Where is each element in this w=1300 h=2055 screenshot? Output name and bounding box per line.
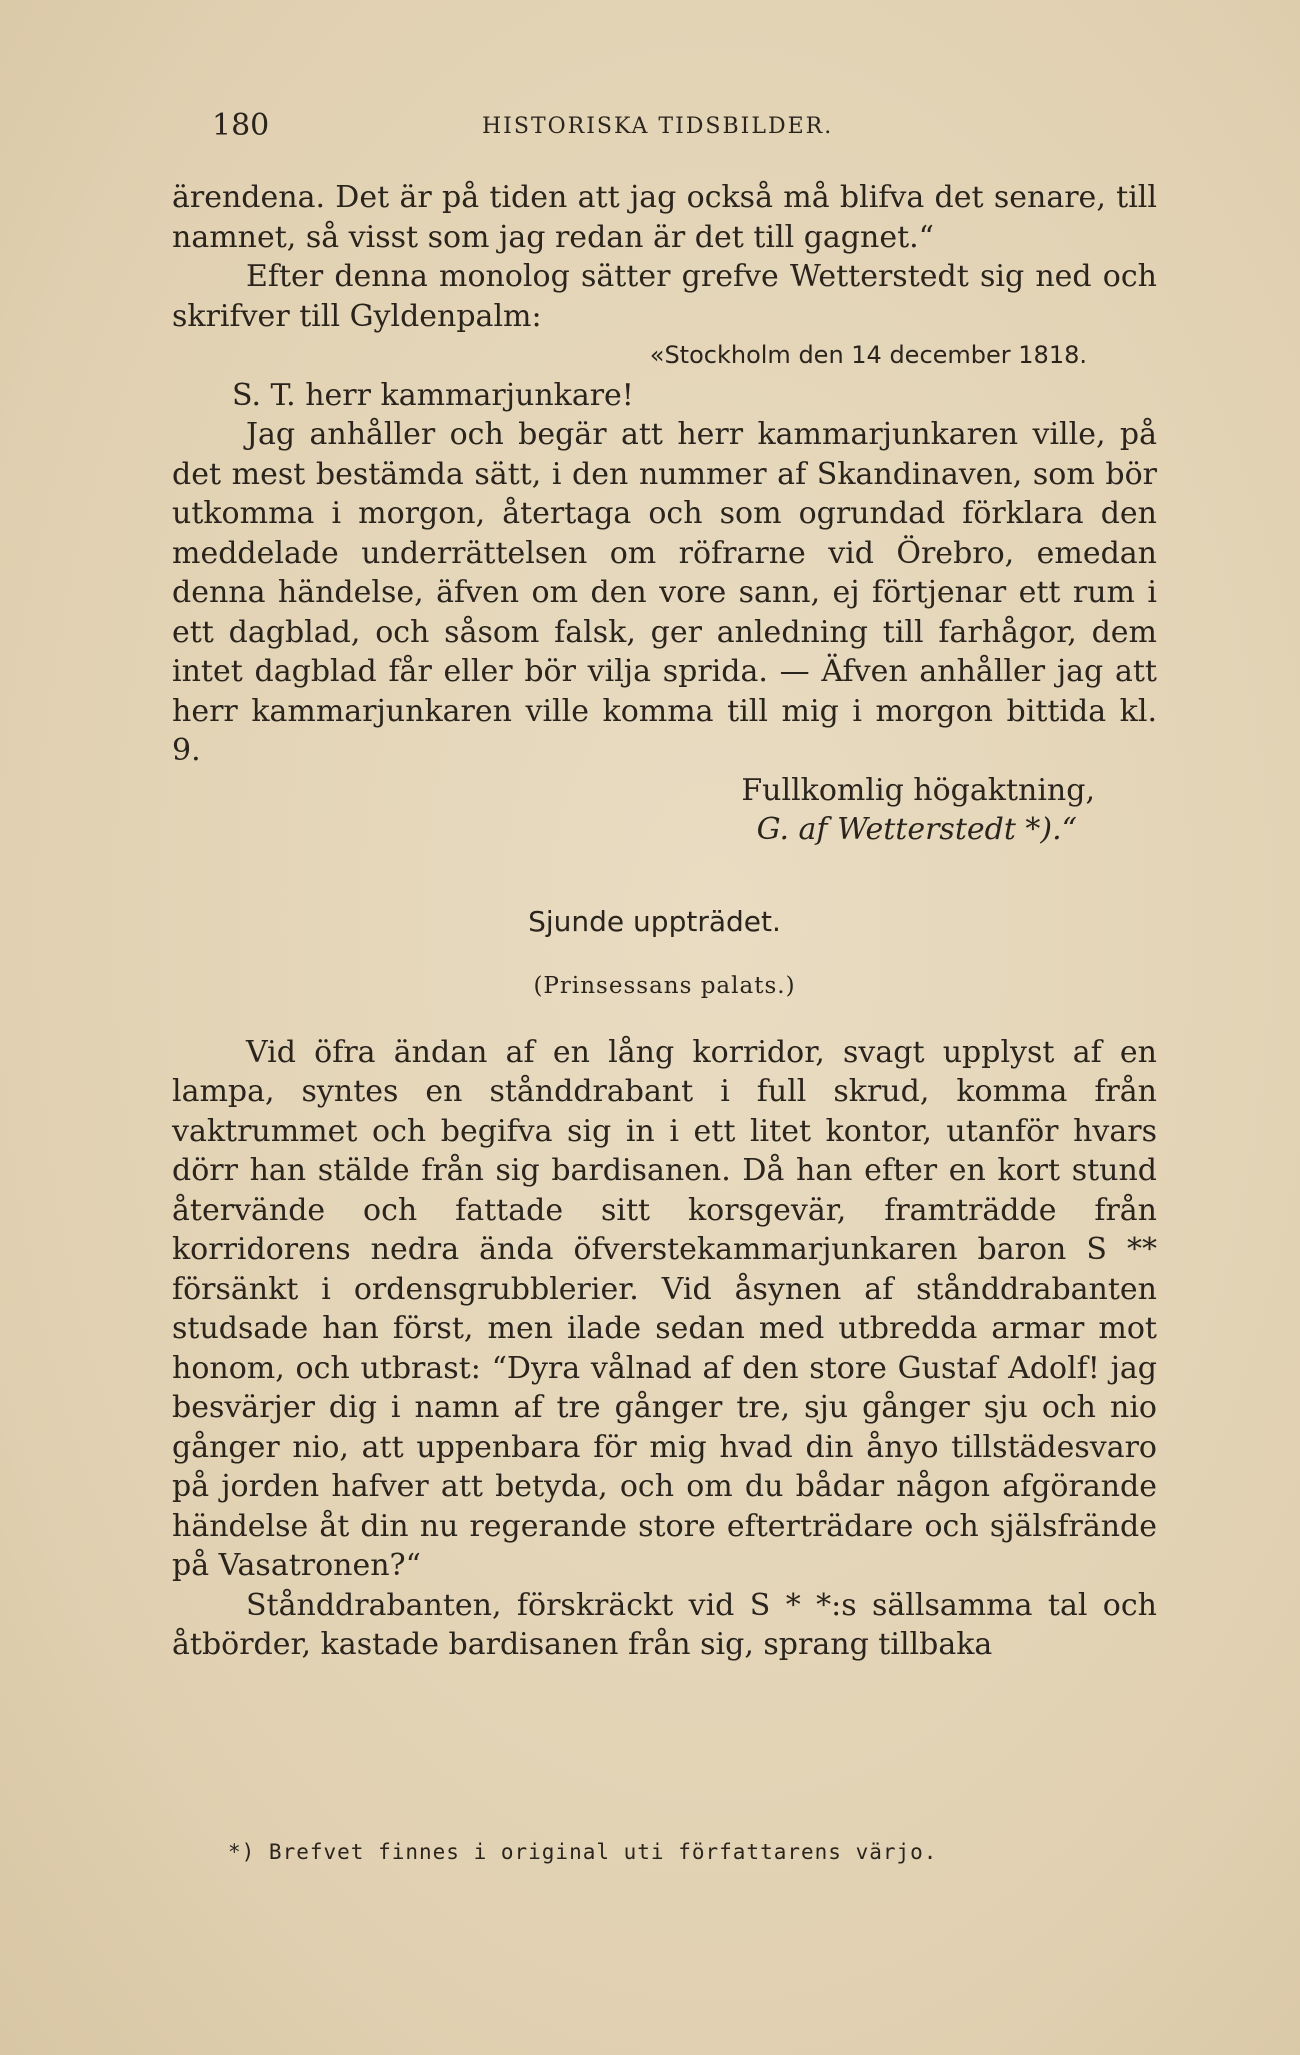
letter-salutation: S. T. herr kammarjunkare!: [232, 377, 634, 413]
paragraph-continuation: ärendena. Det är på tiden att jag också må blifva det senare, till namnet, så visst som jag redan är det till gagnet.“: [172, 180, 1157, 255]
paragraph-drabant: Stånddrabanten, förskräckt vid S * *:s sällsamma tal och åtbörder, kastade bardisanen från sig, sprang tillbaka: [172, 1587, 1157, 1662]
paragraph-monolog: Efter denna monolog sätter grefve Wetterstedt sig ned och skrifver till Gyldenpalm:: [172, 259, 1157, 334]
letter-signature: G. af Wetterstedt *).“: [756, 812, 1077, 847]
paragraph-corridor: Vid öfra ändan af en lång korridor, svagt upplyst af en lampa, syntes en stånddrabant i full skrud, komma från vaktrummet och begifva sig in i ett litet kontor, utanför hvars dörr han stälde från sig bardisanen. Då han efter en kort stund återvände och fattade sitt korsgevär, framträdde från korridorens nedra ända öfverstekammarjunkaren baron S ** försänkt i ordensgrubblerier. Vid åsynen af stånddrabanten studsade han först, men ilade sedan med utbredda armar mot honom, och utbrast: “Dyra vålnad af den store Gustaf Adolf! jag besvärjer dig i namn af tre gånger tre, sju gånger sju och nio gånger nio, att uppenbara för mig hvad din ånyo tillstädesvaro på jorden hafver att betyda, och om du bådar någon afgörande händelse åt din nu regerande store efterträdare och själsfrände på Vasatronen?“: [172, 1034, 1157, 1583]
letter-body: Jag anhåller och begär att herr kammarjunkaren ville, på det mest bestämda sätt, i den nummer af Skandinaven, som bör utkomma i morgon, återtaga och som ogrundad förklara den meddelade underrättelsen om röfrarne vid Örebro, emedan denna händelse, äfven om den vore sann, ej förtjenar ett rum i ett dagblad, och såsom falsk, ger anledning till farhågor, dem intet dagblad får eller bör vilja sprida. — Äfven anhåller jag att herr kammarjunkaren ville komma till mig i morgon bittida kl. 9.: [172, 417, 1157, 768]
page-header: [172, 108, 1152, 148]
section-title: Sjunde uppträdet.: [528, 904, 781, 938]
running-title: HISTORISKA TIDSBILDER.: [482, 114, 834, 139]
letter-closing: Fullkomlig högaktning,: [741, 772, 1095, 808]
page-number: 180: [212, 108, 270, 143]
footnote: *) Brefvet finnes i original uti författarens värjo.: [228, 1840, 938, 1864]
scene-note: (Prinsessans palats.): [533, 973, 796, 999]
letter-dateline: «Stockholm den 14 december 1818.: [649, 341, 1087, 369]
page-body: [172, 178, 1157, 1665]
